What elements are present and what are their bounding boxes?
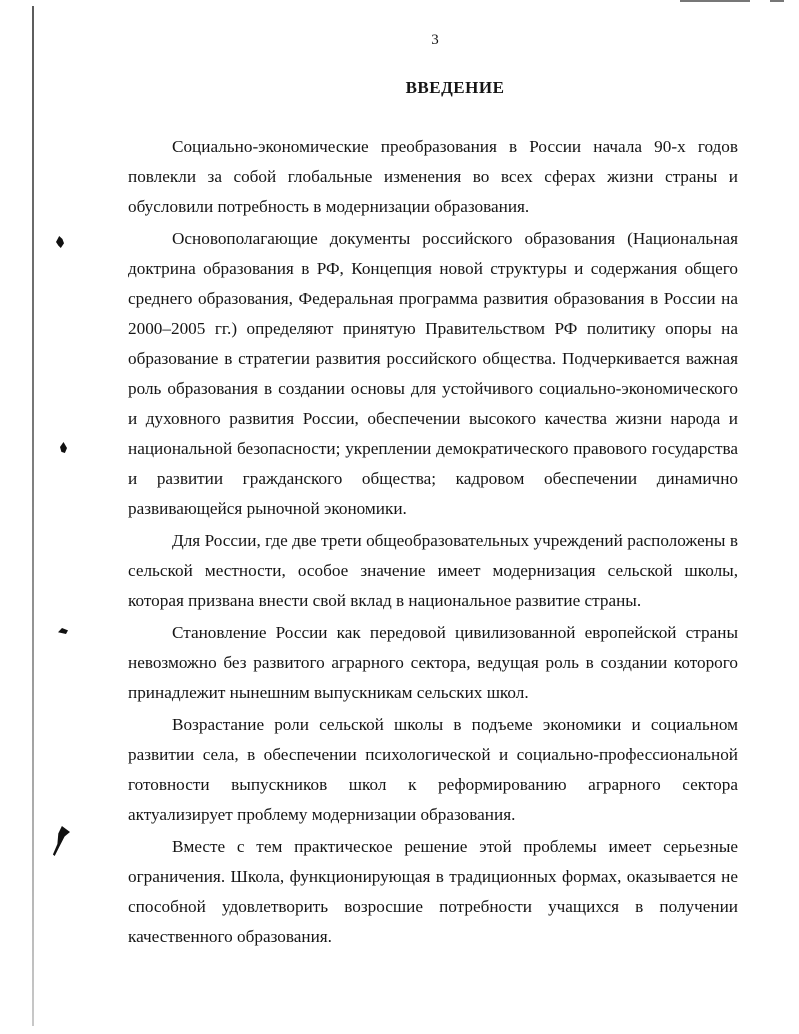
margin-mark — [52, 826, 70, 856]
paragraph-5: Возрастание роли сельской школы в подъеме экономики и социальном развитии села, в обеспечении психологической и социально-профессиональной готовности выпускников школ к реформированию аграрного сектора актуализирует проблему модернизации образования. — [128, 715, 738, 824]
margin-mark — [60, 442, 67, 453]
page-number: 3 — [431, 32, 439, 48]
scan-left-edge — [32, 6, 34, 1026]
paragraph-2: Основополагающие документы российского образования (Национальная доктрина образования в РФ, Концепция новой структуры и содержания общего среднего образования, Федеральная программа развития образования в России на 2000–2005 гг.) определяют принятую Правительством РФ политику опоры на образование в стратегии развития российского общества. Подчеркивается важная роль образования в создании основы для устойчивого социально-экономического и духовного развития России, обеспечении высокого качества жизни народа и национальной безопасности; укреплении демократического правового государства и развитии гражданского общества; кадровом обеспечении динамично развивающейся рыночной экономики. — [128, 229, 738, 518]
document-body — [128, 132, 738, 954]
scan-top-edge — [680, 0, 750, 2]
paragraph-6: Вместе с тем практическое решение этой проблемы имеет серьезные ограничения. Школа, функционирующая в традиционных формах, оказывается не способной удовлетворить возросшие потребности учащихся в получении качественного образования. — [128, 837, 738, 946]
paragraph-1: Социально-экономические преобразования в России начала 90-х годов повлекли за собой глобальные изменения во всех сферах жизни страны и обусловили потребность в модернизации образования. — [128, 137, 738, 216]
page-title: ВВЕДЕНИЕ — [405, 78, 505, 97]
margin-mark — [56, 236, 64, 248]
paragraph-3: Для России, где две трети общеобразовательных учреждений расположены в сельской местности, особое значение имеет модернизация сельской школы, которая призвана внести свой вклад в национальное развитие страны. — [128, 531, 738, 610]
margin-mark — [58, 628, 68, 634]
paragraph-4: Становление России как передовой цивилизованной европейской страны невозможно без развитого аграрного сектора, ведущая роль в создании которого принадлежит нынешним выпускникам сельских школ. — [128, 623, 738, 702]
scan-top-edge — [770, 0, 784, 2]
